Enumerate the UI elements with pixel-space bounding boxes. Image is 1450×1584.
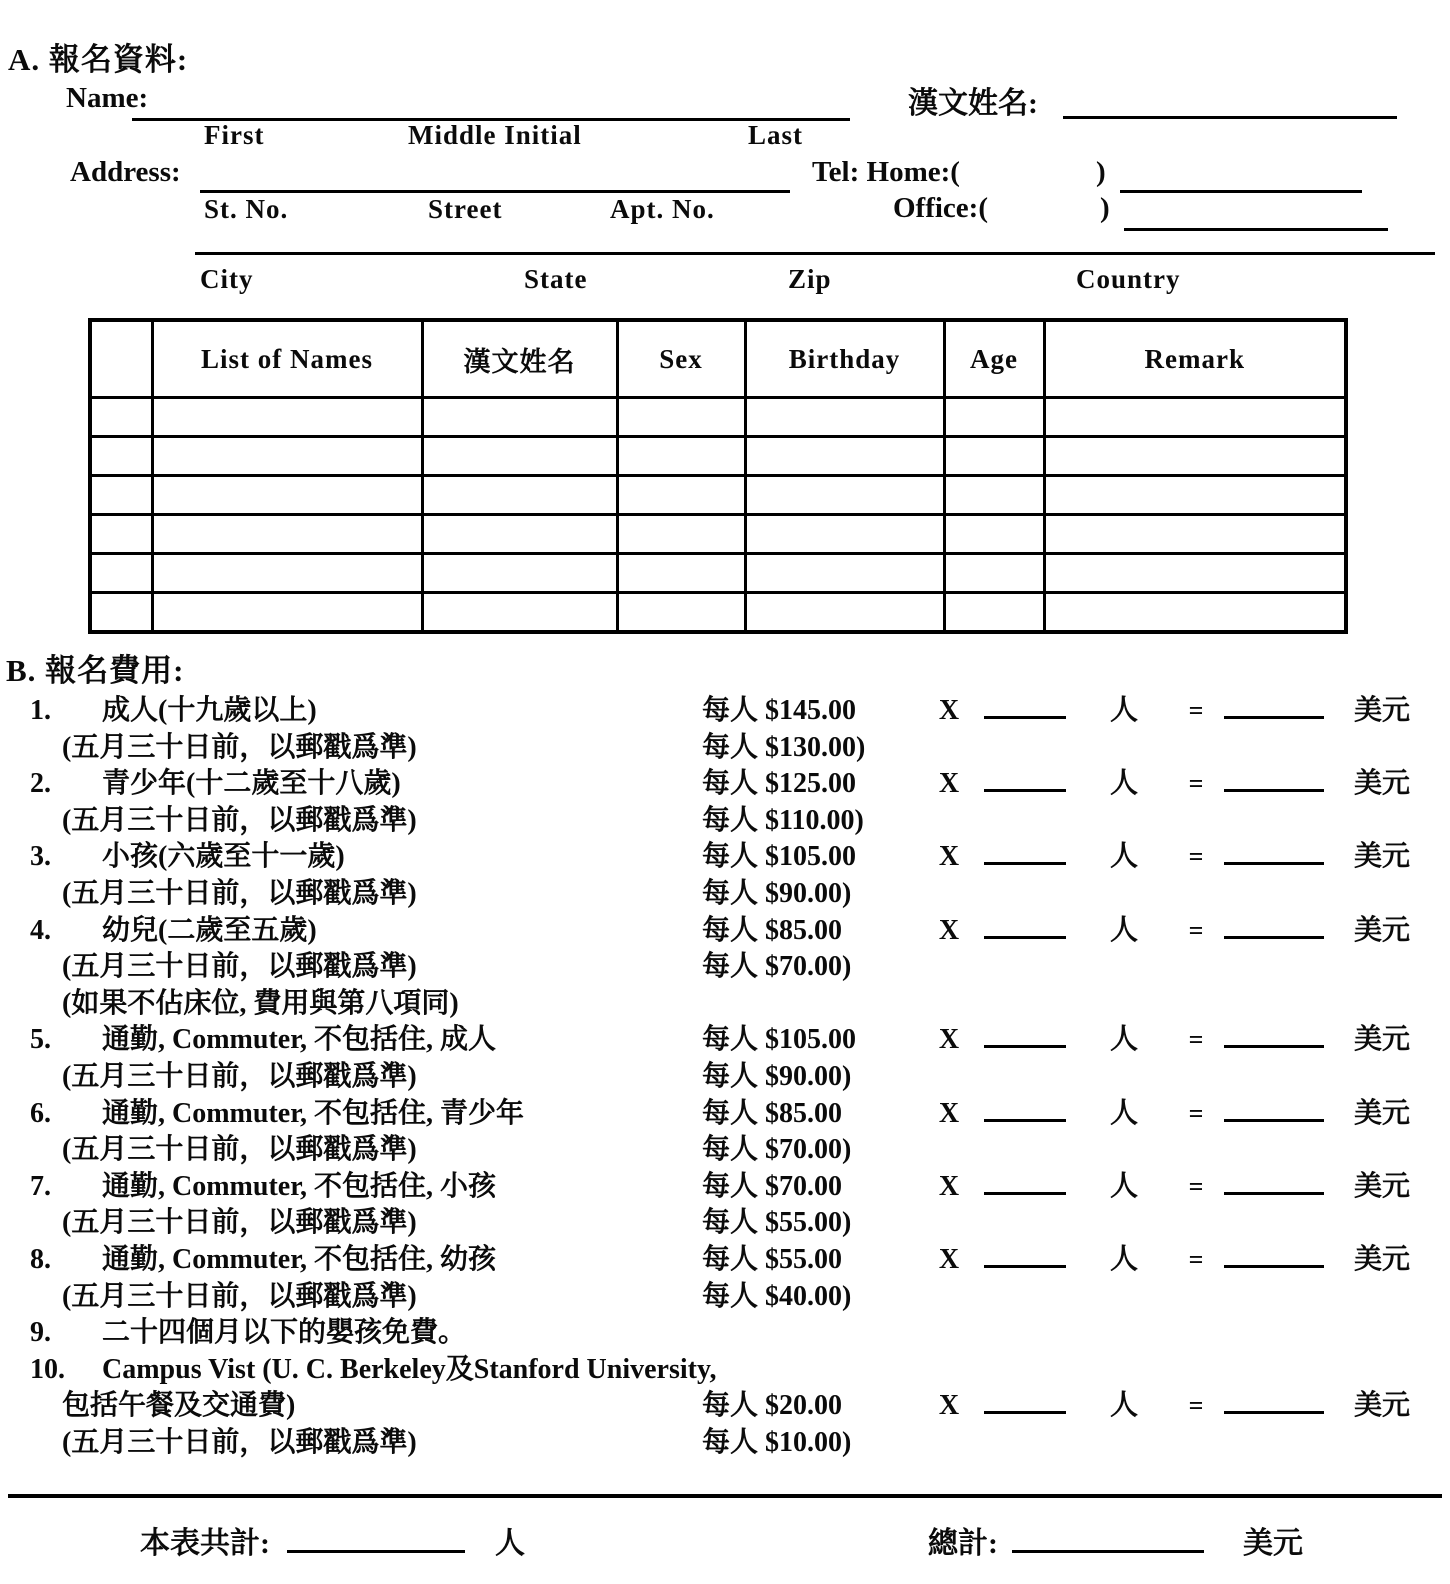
currency-unit: 美元 [1354, 1097, 1411, 1129]
per-person-price: 每人 $105.00 [702, 841, 857, 873]
table-empty-cell[interactable] [617, 476, 745, 515]
state-label: State [524, 264, 588, 294]
equals-symbol: = [1188, 1171, 1204, 1201]
fee-item-line [0, 1274, 1450, 1311]
fee-item-pricing [702, 1274, 1450, 1314]
table-empty-cell[interactable] [1044, 593, 1346, 633]
multiply-symbol: X [938, 1024, 960, 1056]
fee-item-description: (五月三十日前，以郵戳爲準) [62, 877, 417, 909]
multiply-symbol: X [938, 1390, 960, 1422]
fee-item-number: 9. [30, 1317, 51, 1349]
people-count-blank[interactable] [984, 1045, 1066, 1048]
table-empty-cell[interactable] [422, 437, 617, 476]
table-empty-cell[interactable] [745, 593, 944, 633]
street-label: Street [428, 194, 503, 224]
fee-item-text [30, 1200, 702, 1240]
grand-total-currency-unit: 美元 [1243, 1527, 1303, 1560]
fee-item-pricing [702, 1017, 1450, 1057]
office-area-code-space[interactable] [990, 192, 1100, 226]
office-paren-close: ) [1100, 192, 1110, 224]
fee-item-pricing [702, 1091, 1450, 1131]
table-empty-cell[interactable] [90, 593, 152, 633]
table-empty-cell[interactable] [422, 554, 617, 593]
fee-item-description: (五月三十日前，以郵戳爲準) [62, 1426, 417, 1458]
amount-blank[interactable] [1224, 789, 1324, 792]
fee-items [0, 688, 1450, 1456]
fee-item-line [0, 1127, 1450, 1164]
currency-unit: 美元 [1354, 695, 1411, 726]
fee-item-number: 10. [30, 1353, 65, 1385]
per-person-early-price: 每人 $90.00) [702, 877, 852, 909]
person-unit: 人 [1109, 914, 1138, 946]
fee-item-line [0, 908, 1450, 945]
equals-symbol: = [1188, 915, 1204, 945]
table-empty-cell[interactable] [422, 476, 617, 515]
table-row [90, 437, 1346, 476]
fee-item-text [30, 688, 702, 728]
equals-symbol: = [1188, 1025, 1204, 1055]
table-row [90, 593, 1346, 633]
people-count-blank[interactable] [984, 1411, 1066, 1414]
table-empty-cell[interactable] [152, 593, 422, 633]
fee-item-description: 青少年(十二歲至十八歲) [102, 768, 401, 800]
table-empty-cell[interactable] [1044, 398, 1346, 437]
table-row [90, 476, 1346, 515]
currency-unit: 美元 [1354, 1024, 1411, 1056]
equals-symbol: = [1188, 1391, 1204, 1421]
fee-item-line [0, 1237, 1450, 1274]
fee-item-line [0, 1200, 1450, 1237]
table-empty-cell[interactable] [152, 476, 422, 515]
fee-item-pricing [702, 725, 1450, 765]
multiply-symbol: X [938, 841, 960, 873]
table-empty-cell[interactable] [745, 437, 944, 476]
table-empty-cell[interactable] [617, 437, 745, 476]
per-person-price: 每人 $145.00 [702, 695, 857, 726]
fee-item-text [30, 1383, 702, 1423]
table-empty-cell[interactable] [617, 593, 745, 633]
fee-item-description: 通勤, Commuter, 不包括住, 小孩 [102, 1170, 497, 1202]
table-empty-cell[interactable] [152, 398, 422, 437]
fee-item-pricing [702, 688, 1450, 728]
office-label: Office:( [893, 192, 988, 224]
fee-item-description: (五月三十日前，以郵戳爲準) [62, 1134, 417, 1166]
country-label: Country [1076, 264, 1181, 294]
table-empty-cell[interactable] [617, 398, 745, 437]
address-blank[interactable] [200, 160, 790, 193]
fee-item-line [0, 688, 1450, 725]
per-person-price: 每人 $70.00 [702, 1170, 843, 1202]
per-person-early-price: 每人 $10.00) [702, 1426, 852, 1458]
multiply-symbol: X [938, 695, 960, 726]
fee-item-text [30, 725, 702, 765]
fee-item-pricing [702, 1420, 1450, 1460]
section-b-heading: B. 報名費用: [6, 653, 185, 688]
fee-item-description: (五月三十日前，以郵戳爲準) [62, 951, 417, 983]
currency-unit: 美元 [1354, 1390, 1411, 1422]
amount-blank[interactable] [1224, 1411, 1324, 1414]
fee-item-pricing [702, 1237, 1450, 1277]
fee-item-number: 6. [30, 1097, 51, 1129]
amount-blank[interactable] [1224, 936, 1324, 939]
middle-initial-label: Middle Initial [408, 120, 582, 150]
amount-blank[interactable] [1224, 1265, 1324, 1268]
grand-total-amount-blank[interactable] [1012, 1520, 1204, 1553]
currency-unit: 美元 [1354, 914, 1411, 946]
form-total-people-blank[interactable] [287, 1520, 465, 1553]
fee-item-description: 通勤, Commuter, 不包括住, 青少年 [102, 1097, 525, 1129]
per-person-early-price: 每人 $90.00) [702, 1060, 852, 1092]
fee-item-description: (五月三十日前，以郵戳爲準) [62, 1207, 417, 1239]
people-count-blank[interactable] [984, 789, 1066, 792]
multiply-symbol: X [938, 1097, 960, 1129]
table-empty-cell[interactable] [944, 554, 1044, 593]
person-unit: 人 [1109, 695, 1138, 726]
fee-item-line [0, 834, 1450, 871]
form-total-label: 本表共計: [140, 1527, 270, 1560]
fee-item-text [30, 1274, 702, 1314]
fee-item-line [0, 725, 1450, 762]
person-unit: 人 [1109, 841, 1138, 873]
per-person-early-price: 每人 $110.00) [702, 804, 864, 836]
fee-item-text [30, 1091, 702, 1131]
per-person-early-price: 每人 $130.00) [702, 731, 866, 763]
amount-blank[interactable] [1224, 1045, 1324, 1048]
table-header-cell: 漢文姓名 [422, 320, 617, 398]
fee-item-text [30, 871, 702, 911]
tel-home-blank[interactable] [1120, 160, 1362, 193]
grand-total-label: 總計: [928, 1527, 998, 1560]
fee-item-text [30, 1237, 702, 1277]
table-empty-cell[interactable] [745, 476, 944, 515]
fee-item-line [0, 944, 1450, 981]
fee-item-pricing [702, 1200, 1450, 1240]
multiply-symbol: X [938, 768, 960, 800]
fee-item-number: 8. [30, 1243, 51, 1275]
fee-item-description: (五月三十日前，以郵戳爲準) [62, 731, 417, 763]
fee-item-line [0, 1383, 1450, 1420]
fee-item-description: 成人(十九歲以上) [102, 695, 317, 726]
table-header-cell [90, 320, 152, 398]
fee-item-line [0, 1017, 1450, 1054]
fee-item-text [30, 1017, 702, 1057]
table-empty-cell[interactable] [422, 398, 617, 437]
table-empty-cell[interactable] [152, 515, 422, 554]
table-empty-cell[interactable] [617, 554, 745, 593]
fee-item-line [0, 1347, 1450, 1384]
fee-item-number: 5. [30, 1024, 51, 1056]
fee-item-number: 4. [30, 914, 51, 946]
fee-item-description: 包括午餐及交通費) [62, 1390, 296, 1422]
multiply-symbol: X [938, 914, 960, 946]
table-empty-cell[interactable] [1044, 437, 1346, 476]
zip-label: Zip [788, 264, 832, 294]
person-unit: 人 [1109, 768, 1138, 800]
fee-item-text [30, 908, 702, 948]
person-unit: 人 [1109, 1243, 1138, 1275]
tel-home-label: Tel: Home:( [812, 156, 960, 188]
fee-item-text [30, 1164, 702, 1204]
fee-item-pricing [702, 908, 1450, 948]
amount-blank[interactable] [1224, 1119, 1324, 1122]
table-empty-cell[interactable] [745, 554, 944, 593]
name-blank[interactable] [132, 88, 850, 121]
people-count-blank[interactable] [984, 716, 1066, 719]
table-header-cell: List of Names [152, 320, 422, 398]
fee-item-text [30, 761, 702, 801]
table-empty-cell[interactable] [944, 593, 1044, 633]
fee-item-line [0, 798, 1450, 835]
table-empty-cell[interactable] [944, 437, 1044, 476]
multiply-symbol: X [938, 1243, 960, 1275]
table-header-cell: Age [944, 320, 1044, 398]
people-count-blank[interactable] [984, 1119, 1066, 1122]
table-header-cell: Sex [617, 320, 745, 398]
equals-symbol: = [1188, 769, 1204, 799]
fee-item-pricing [702, 761, 1450, 801]
equals-symbol: = [1188, 842, 1204, 872]
home-area-code-space[interactable] [815, 156, 1095, 190]
fee-item-line [0, 1420, 1450, 1457]
currency-unit: 美元 [1354, 1170, 1411, 1202]
table-empty-cell[interactable] [1044, 554, 1346, 593]
currency-unit: 美元 [1354, 841, 1411, 873]
fee-item-text [30, 834, 702, 874]
fee-item-text [30, 981, 702, 1021]
st-no-label: St. No. [204, 194, 289, 224]
fee-item-text [30, 1127, 702, 1167]
chinese-name-blank[interactable] [1063, 86, 1397, 119]
table-empty-cell[interactable] [1044, 476, 1346, 515]
equals-symbol: = [1188, 1244, 1204, 1274]
address-line2-blank[interactable] [195, 222, 1435, 255]
per-person-early-price: 每人 $40.00) [702, 1280, 852, 1312]
table-row [90, 554, 1346, 593]
home-paren-close: ) [1096, 156, 1106, 188]
per-person-price: 每人 $85.00 [702, 1097, 843, 1129]
fee-item-description: (五月三十日前，以郵戳爲準) [62, 804, 417, 836]
fee-item-description: 通勤, Commuter, 不包括住, 成人 [102, 1024, 497, 1056]
fee-item-pricing [702, 798, 1450, 838]
per-person-price: 每人 $125.00 [702, 768, 857, 800]
person-unit: 人 [1109, 1170, 1138, 1202]
form-total-person-unit: 人 [495, 1527, 525, 1560]
equals-symbol: = [1188, 1098, 1204, 1128]
fee-item-pricing [702, 1383, 1450, 1423]
fee-item-line [0, 1164, 1450, 1201]
fee-item-number: 3. [30, 841, 51, 873]
per-person-early-price: 每人 $70.00) [702, 1134, 852, 1166]
fee-item-line [0, 1054, 1450, 1091]
table-empty-cell[interactable] [422, 593, 617, 633]
names-table [88, 318, 1348, 634]
table-empty-cell[interactable] [90, 476, 152, 515]
name-label: Name: [66, 82, 149, 114]
table-empty-cell[interactable] [90, 398, 152, 437]
person-unit: 人 [1109, 1097, 1138, 1129]
names-table-body [90, 320, 1346, 632]
per-person-price: 每人 $85.00 [702, 914, 843, 946]
table-empty-cell[interactable] [745, 515, 944, 554]
fee-item-number: 1. [30, 695, 51, 726]
fee-item-text [30, 798, 702, 838]
table-empty-cell[interactable] [152, 437, 422, 476]
fee-item-description: (如果不佔床位, 費用與第八項同) [62, 987, 459, 1019]
fee-item-pricing [702, 871, 1450, 911]
per-person-early-price: 每人 $70.00) [702, 951, 852, 983]
fee-item-description: 通勤, Commuter, 不包括住, 幼孩 [102, 1243, 497, 1275]
people-count-blank[interactable] [984, 1265, 1066, 1268]
fee-item-description: 幼兒(二歲至五歲) [102, 914, 317, 946]
table-empty-cell[interactable] [745, 398, 944, 437]
section-a-heading: A. 報名資料: [8, 42, 189, 77]
table-empty-cell[interactable] [944, 398, 1044, 437]
table-empty-cell[interactable] [617, 515, 745, 554]
address-label: Address: [70, 156, 181, 188]
fee-item-description: (五月三十日前，以郵戳爲準) [62, 1280, 417, 1312]
table-empty-cell[interactable] [944, 515, 1044, 554]
apt-no-label: Apt. No. [610, 194, 715, 224]
table-empty-cell[interactable] [1044, 515, 1346, 554]
equals-symbol: = [1188, 696, 1204, 725]
fee-item-pricing [702, 1054, 1450, 1094]
table-empty-cell[interactable] [90, 437, 152, 476]
fee-item-description: 二十四個月以下的嬰孩免費。 [102, 1317, 467, 1349]
per-person-price: 每人 $55.00 [702, 1243, 843, 1275]
people-count-blank[interactable] [984, 1192, 1066, 1195]
fee-item-text [30, 1420, 702, 1460]
fee-item-line [0, 981, 1450, 1018]
fee-item-pricing [702, 834, 1450, 874]
fee-item-number: 7. [30, 1170, 51, 1202]
per-person-early-price: 每人 $55.00) [702, 1207, 852, 1239]
table-header-cell: Birthday [745, 320, 944, 398]
table-header-cell: Remark [1044, 320, 1346, 398]
fee-item-pricing [702, 1164, 1450, 1204]
fee-item-pricing [702, 1127, 1450, 1167]
fee-item-text [30, 1347, 716, 1387]
amount-blank[interactable] [1224, 716, 1324, 719]
fee-item-text [30, 1310, 702, 1350]
fee-item-text [30, 944, 702, 984]
fee-item-text [30, 1054, 702, 1094]
people-count-blank[interactable] [984, 862, 1066, 865]
fee-item-description: Campus Vist (U. C. Berkeley及Stanford University, [102, 1353, 717, 1385]
fee-item-description: 小孩(六歲至十一歲) [102, 841, 345, 873]
multiply-symbol: X [938, 1170, 960, 1202]
per-person-price: 每人 $105.00 [702, 1024, 857, 1056]
table-empty-cell[interactable] [152, 554, 422, 593]
currency-unit: 美元 [1354, 768, 1411, 800]
table-empty-cell[interactable] [90, 515, 152, 554]
table-header-row [90, 320, 1346, 398]
fee-item-line [0, 871, 1450, 908]
person-unit: 人 [1109, 1024, 1138, 1056]
currency-unit: 美元 [1354, 1243, 1411, 1275]
table-empty-cell[interactable] [422, 515, 617, 554]
fee-item-line [0, 1310, 1450, 1347]
fee-item-pricing [702, 944, 1450, 984]
table-row [90, 515, 1346, 554]
amount-blank[interactable] [1224, 1192, 1324, 1195]
fee-item-line [0, 761, 1450, 798]
people-count-blank[interactable] [984, 936, 1066, 939]
table-empty-cell[interactable] [90, 554, 152, 593]
last-label: Last [748, 120, 804, 150]
city-label: City [200, 264, 254, 294]
table-row [90, 398, 1346, 437]
footer-divider [8, 1494, 1442, 1498]
table-empty-cell[interactable] [944, 476, 1044, 515]
fee-item-line [0, 1091, 1450, 1128]
per-person-price: 每人 $20.00 [702, 1390, 843, 1422]
amount-blank[interactable] [1224, 862, 1324, 865]
person-unit: 人 [1109, 1390, 1138, 1422]
fee-item-description: (五月三十日前，以郵戳爲準) [62, 1060, 417, 1092]
first-label: First [204, 120, 265, 150]
chinese-name-label: 漢文姓名: [908, 87, 1038, 120]
fee-item-number: 2. [30, 768, 51, 800]
